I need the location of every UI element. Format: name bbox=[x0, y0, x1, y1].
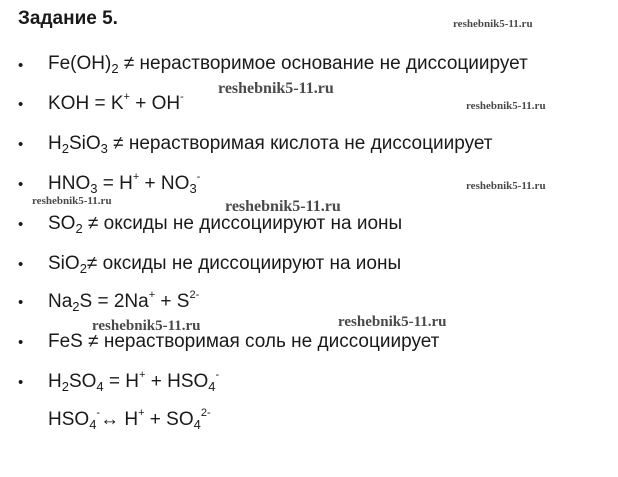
watermark: reshebnik5-11.ru bbox=[92, 318, 201, 334]
formula-line: $SO_2$ ≠ оксиды не диссоциируют на ионы bbox=[48, 213, 403, 236]
watermark: reshebnik5-11.ru bbox=[225, 198, 341, 215]
formula-line: SiO$_2$≠ оксиды не диссоциируют на ионы bbox=[48, 253, 402, 276]
formula-line: $H_2SiO_3$ ≠ нерастворимая кислота не диссоциирует bbox=[48, 133, 493, 156]
formula-line: KOH = K+ + OH- bbox=[48, 91, 184, 114]
formula-line: $HNO_3 = H^+ + NO_3^-$ bbox=[48, 171, 201, 196]
watermark: reshebnik5-11.ru bbox=[218, 80, 334, 97]
watermark: reshebnik5-11.ru bbox=[466, 180, 546, 192]
bullet: • bbox=[18, 57, 24, 74]
watermark: reshebnik5-11.ru bbox=[338, 314, 447, 330]
bullet: • bbox=[18, 334, 24, 351]
watermark: reshebnik5-11.ru bbox=[453, 18, 533, 30]
formula-line: FeS ≠ нерастворимая соль не диссоциирует bbox=[48, 331, 440, 352]
bullet: • bbox=[18, 136, 24, 153]
bullet: • bbox=[18, 96, 24, 113]
bullet: • bbox=[18, 374, 24, 391]
bullet: • bbox=[18, 256, 24, 273]
formula-line: $H_2SO_4 = H^+ + HSO_4^-$ bbox=[48, 369, 220, 394]
formula-line: $Fe(OH)_2$ ≠ нерастворимое основание не диссоциирует bbox=[48, 53, 528, 76]
bullet: • bbox=[18, 294, 24, 311]
formula-line: $HSO_4^-\leftrightarrow$ $H^+ + SO_4^{2-}$ bbox=[48, 407, 211, 432]
formula-line: $Na_2S = 2Na^+ + S^{2-}$ bbox=[48, 289, 200, 314]
watermark: reshebnik5-11.ru bbox=[466, 100, 546, 112]
bullet: • bbox=[18, 176, 24, 193]
watermark: reshebnik5-11.ru bbox=[32, 195, 112, 207]
bullet: • bbox=[18, 216, 24, 233]
task-title: Задание 5. bbox=[18, 8, 118, 29]
